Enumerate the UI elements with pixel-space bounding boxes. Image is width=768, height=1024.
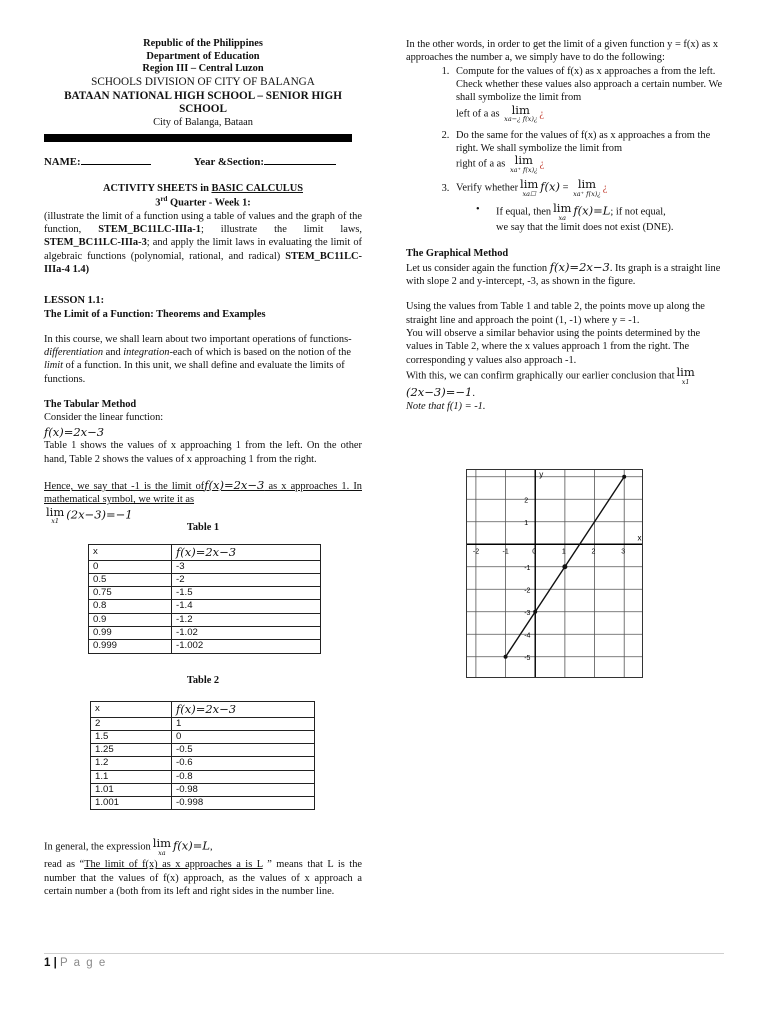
lesson-intro: In this course, we shall learn about two important operations of functions-differentiation and integration-each of which is based on the notion of the limit of a function. In this unit, we shall define and evaluate the limits of functions. (44, 333, 352, 385)
x-tick-label: -2 (472, 548, 480, 556)
table-row: 0 -3 (89, 560, 321, 573)
procedure-intro: In the other words, in order to get the limit of a given function y = f(x) as x approaches the number a, we simply have to do the following: (406, 39, 719, 64)
table-row: 0.75 -1.5 (89, 587, 321, 600)
bullet-icon: • (476, 204, 480, 216)
graphical-heading: The Graphical Method (406, 247, 509, 259)
table2 (90, 701, 315, 811)
page-number: 1 (44, 957, 51, 969)
student-info-row (44, 156, 336, 170)
page-footer: 1 | P a g e (44, 957, 107, 969)
limit-point (562, 564, 567, 569)
header-republic: Republic of the Philippines (143, 38, 263, 49)
table-row: 1.01 -0.98 (91, 783, 315, 796)
x-tick-label: 0 (532, 548, 537, 556)
general-expression: In general, the expression lim xa f(x)=L, (44, 836, 213, 857)
list-item: 2. Do the same for the values of f(x) as x approaches a from the right. We shall symbolize the limit from right of a as lim xa⁺ f(x)¿ ¿ (452, 129, 724, 174)
y-tick-label: -1 (524, 564, 531, 572)
table1 (88, 544, 321, 654)
name-field[interactable] (44, 156, 151, 170)
page-word: P a g e (60, 957, 107, 969)
section-field[interactable] (194, 156, 336, 170)
header-rule (44, 134, 352, 142)
y-tick-label: -3 (524, 609, 531, 617)
tabular-heading: The Tabular Method (44, 399, 137, 411)
table-row: 1.5 0 (91, 730, 315, 743)
table-row: 1.1 -0.8 (91, 770, 315, 783)
general-reading: read as “The limit of f(x) as x approaches a is L ” means that L is the number that the values of f(x) approach, as the values of x approach a certain number a (both from its left and right sides in the number line. (44, 859, 362, 898)
header-department: Department of Education (146, 50, 260, 62)
table1-caption: Table 1 (186, 521, 220, 533)
table-header-row (91, 701, 315, 717)
header-city: City of Balanga, Bataan (153, 117, 253, 129)
document-header (44, 38, 362, 130)
competencies: (illustrate the limit of a function using a table of values and the graph of the function, STEM_BC11LC-IIIa-1; illustrate the limit laws, STEM_BC11LC-IIIa-3; and apply the limit laws in evaluating the limit of algebraic functions (polynomial, rational, and radical) STEM_BC11LC-IIIa-4 1.4) (44, 210, 362, 275)
hence-statement: Hence, we say that -1 is the limit off(x)=2x−3 as x approaches 1. In mathematical symbol, we write it as (44, 478, 362, 506)
table-row: 1.2 -0.6 (91, 757, 315, 770)
y-tick-label: -4 (524, 632, 531, 640)
header-division: SCHOOLS DIVISION OF CITY OF BALANGA (91, 76, 315, 89)
name-label: NAME: (44, 155, 81, 168)
y-tick-label: 2 (524, 497, 529, 505)
table-row: 0.8 -1.4 (89, 600, 321, 613)
graphical-p1: Let us consider again the function f(x)=2x−3. Its graph is a straight line with slope 2 and y-intercept, -3, as shown in the figure. (406, 259, 721, 288)
line-endpoint (622, 475, 626, 479)
table-row: 1.001 -0.998 (91, 797, 315, 810)
tabular-description: Table 1 shows the values of x approaching 1 from the left. On the other hand, Table 2 shows the values of x approaching 1 from the right. (44, 440, 362, 465)
left-column (44, 38, 362, 898)
header-school: BATAAN NATIONAL HIGH SCHOOL – SENIOR HIGH SCHOOL (64, 89, 342, 116)
line-graph (466, 469, 643, 678)
limit-statement: lim x1 (2x−3)=−1 (46, 504, 133, 526)
lesson-title: The Limit of a Function: Theorems and Examples (44, 308, 266, 320)
y-axis-label: y (539, 470, 544, 479)
quarter-line: 3rd Quarter - Week 1: (155, 194, 251, 209)
table-header-row (89, 544, 321, 560)
y-tick-label: -2 (524, 587, 531, 595)
graph-canvas (467, 470, 642, 677)
tabular-function: f(x)=2x−3 (44, 424, 105, 439)
y-tick-label: 1 (524, 519, 529, 527)
x-axis-label: x (637, 533, 642, 543)
bullet-item: • If equal, then lim xa f(x)=L; if not equal, we say that the limit does not exist (DNE). (476, 201, 674, 234)
table-row: 0.9 -1.2 (89, 613, 321, 626)
list-item: 3. Verify whether lim xa☐ f(x) = lim xa⁺ f(x)¿ ¿ (452, 179, 724, 197)
table-row: 2 1 (91, 717, 315, 730)
lesson-number: LESSON 1.1: (44, 295, 105, 307)
table-row: 1.25 -0.5 (91, 744, 315, 757)
table2-caption: Table 2 (186, 674, 220, 686)
x-tick-label: 2 (591, 548, 596, 556)
tabular-consider: Consider the linear function: (44, 412, 164, 424)
table-row: 0.5 -2 (89, 573, 321, 586)
footer-rule (44, 952, 724, 954)
x-tick-label: -1 (502, 548, 509, 556)
section-label: Year &Section: (193, 155, 264, 168)
graphical-note: Note that f(1) = -1. (406, 401, 486, 413)
right-column (406, 38, 724, 414)
header-region: Region III – Central Luzon (142, 63, 264, 75)
graphical-p2: Using the values from Table 1 and table 2, the points move up along the straight line and approach the point (1, -1) where y = -1. (406, 301, 705, 326)
table-row: 0.99 -1.02 (89, 627, 321, 640)
graphical-p4: With this, we can confirm graphically our earlier conclusion that lim x1 (2x−3)=−1. (406, 365, 695, 399)
table-header-fx: f(x)=2x−3 (172, 701, 315, 717)
table-header-fx: f(x)=2x−3 (172, 544, 321, 560)
table-row: 0.999 -1.002 (89, 640, 321, 653)
table-header-x: x (91, 701, 172, 717)
y-intercept-point (533, 610, 537, 614)
procedure-steps (406, 65, 724, 198)
x-tick-label: 1 (561, 548, 566, 556)
y-tick-label: -5 (524, 654, 531, 662)
activity-title: ACTIVITY SHEETS in BASIC CALCULUS (103, 182, 303, 194)
line-endpoint (504, 655, 508, 659)
list-item: 1. Compute for the values of f(x) as x approaches a from the left. Check whether these values also approach a certain number. We shall symbolize the limit from left of a as lim xa−¿ f(x)¿ ¿ (452, 65, 724, 123)
table-header-x: x (89, 544, 172, 560)
x-tick-label: 3 (621, 548, 626, 556)
graphical-p3: You will observe a similar behavior using the points determined by the values in Table 2, where the x values approach 1 from the right. The corresponding y values also approach -1. (406, 328, 701, 366)
